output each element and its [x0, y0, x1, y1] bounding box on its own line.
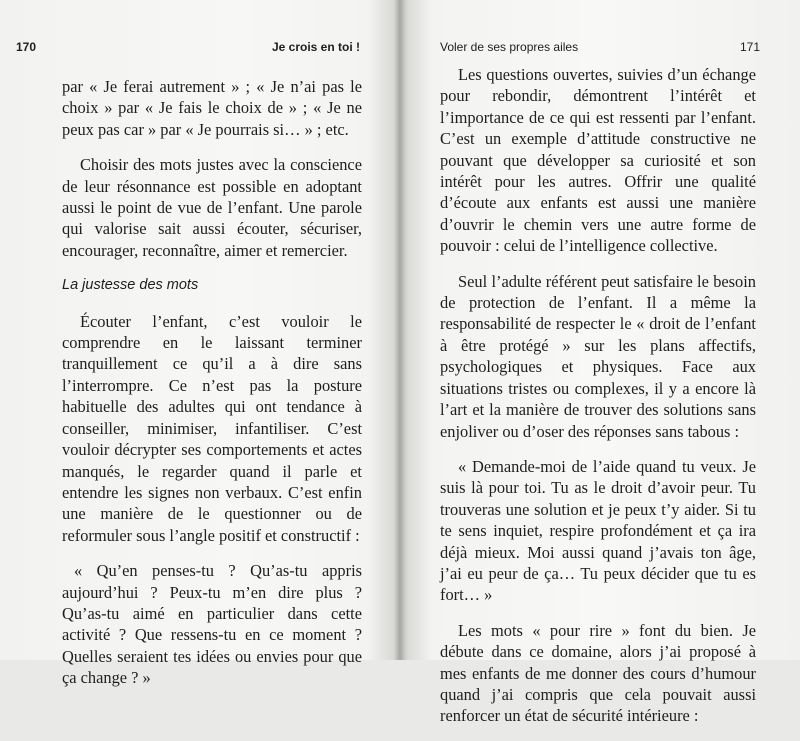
- paragraph: Les questions ouvertes, suivies d’un échange pour rebondir, démontrent l’intérêt et l’importance de ce qui est ressenti par l’enfant. C’est un exemple d’attitude constructive ne pouvant que développer sa curiosité et son intérêt pour les autres. Offrir une qualité d’écoute aux enfants est aussi une manière d’ouvrir le chemin vers une autre forme de pouvoir : celui de l’intelligence collective.: [440, 65, 756, 256]
- quote-paragraph: « Qu’en penses-tu ? Qu’as-tu appris aujourd’hui ? Peux-tu m’en dire plus ? Qu’as-tu aimé en particulier dans cette activité ? Que ressens-tu en ce moment ? Quelles seraient tes idées ou envies pour que ça change ? »: [62, 561, 362, 688]
- left-page-text: [62, 76, 362, 703]
- running-head-left: Je crois en toi !: [271, 40, 360, 54]
- right-page: [400, 0, 800, 726]
- quote-paragraph: « Demande-moi de l’aide quand tu veux. Je suis là pour toi. Tu as le droit d’avoir peur. Tu trouveras une solution et je peux t’y aider. Si tu te sens inquiet, respire profondément et ça ira déjà mieux. Moi aussi quand j’avais ton âge, j’ai eu peur de ça… Tu peux décider que tu es fort… »: [440, 456, 756, 605]
- paragraph: par « Je ferai autrement » ; « Je n’ai pas le choix » par « Je fais le choix de » ; « Je ne peux pas car » par « Je pourrais si… » ; etc.: [62, 77, 362, 139]
- left-page: [0, 0, 400, 688]
- paragraph: Choisir des mots justes avec la conscience de leur résonnance est possible en adoptant aussi le point de vue de l’enfant. Une parole qui valorise sait aussi écouter, sécuriser, encourager, reconnaître, aimer et remercier.: [62, 155, 362, 260]
- right-page-text: [440, 64, 756, 741]
- running-head-right: Voler de ses propres ailes: [440, 40, 579, 54]
- paragraph: Écouter l’enfant, c’est vouloir le comprendre en le laissant terminer tranquillement ce qu’il a à dire sans l’interrompre. Ce n’est pas la posture habituelle des adultes qui ont tendance à conseiller, minimiser, infantiliser. C’est vouloir décrypter ses comportements et actes manqués, le regarder quand il parle et entendre les signes non verbaux. C’est enfin une manière de le questionner ou de reformuler sous l’angle positif et constructif :: [62, 311, 362, 545]
- paragraph: Seul l’adulte référent peut satisfaire le besoin de protection de l’enfant. Il a même la responsabilité de respecter le « droit de l’enfant à être protégé » sur les plans affectifs, psychologiques et physiques. Face aux situations tristes ou complexes, il y a encore là l’art et la manière de trouver des solutions sans enjoliver ou d’oser des réponses sans tabous :: [440, 271, 756, 441]
- page-number-right: 171: [739, 40, 760, 54]
- paragraph: Les mots « pour rire » font du bien. Je débute dans ce domaine, alors j’ai proposé à mes enfants de me donner des cours d’humour quand j’ai compris que cela pouvait aussi renforcer un état de sécurité intérieure :: [440, 620, 756, 726]
- section-heading: La justesse des mots: [62, 277, 199, 294]
- page-number-left: 170: [16, 40, 37, 54]
